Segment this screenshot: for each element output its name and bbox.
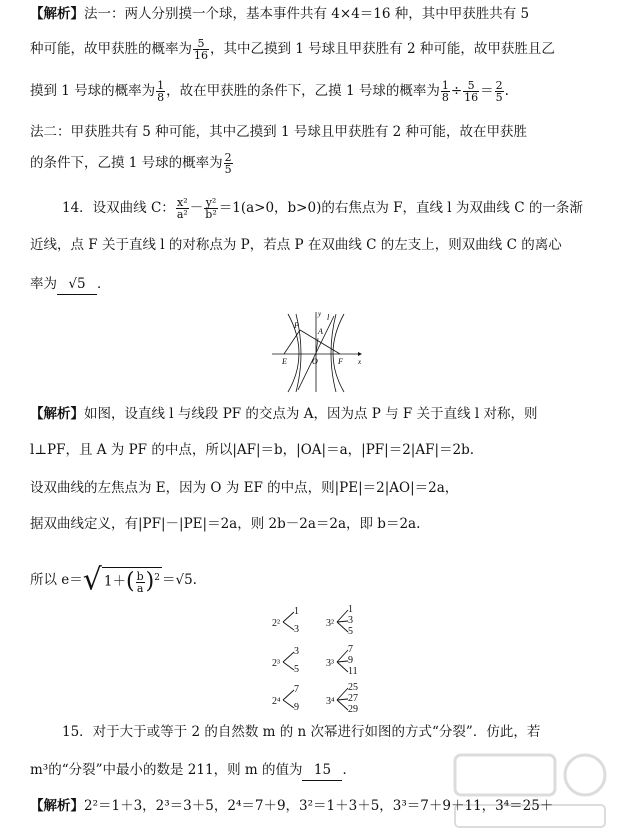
right-branch-inner bbox=[331, 314, 336, 392]
sol13-line5: 的条件下，乙摸 1 号球的概率为 $\frac{2}{5}$ bbox=[30, 151, 232, 176]
segment-PE bbox=[284, 330, 300, 354]
split-base: 2² bbox=[272, 618, 280, 629]
fraction: $\frac{b}{a}$ bbox=[136, 569, 144, 595]
fraction: $\frac{5}{16}$ bbox=[464, 79, 479, 104]
split-arrows bbox=[335, 644, 349, 680]
split-value: 25 bbox=[348, 682, 358, 693]
label-F: F bbox=[338, 357, 343, 366]
sol14-line4: 据双曲线定义，有|PF|－|PE|＝2a，则 2b－2a＝2a，即 b＝2a. bbox=[30, 516, 421, 532]
split-arrows bbox=[281, 644, 295, 680]
split-arrow bbox=[337, 700, 348, 710]
fraction: $\frac{\text{x²}}{\text{a²}}$ bbox=[176, 196, 188, 221]
sol14-line2: l⊥PF，且 A 为 PF 的中点，所以|AF|＝b，|OA|＝a，|PF|＝2|AF|＝2b. bbox=[30, 442, 475, 458]
sol13-line2: 种可能，故甲获胜的概率为 $\frac{5}{16}$ ，其中乙摸到 1 号球且甲获胜有 2 种可能，故甲获胜且乙 bbox=[30, 37, 555, 62]
split-arrow bbox=[283, 612, 294, 622]
split-arrow bbox=[337, 621, 348, 622]
q15-line1: 15．对于大于或等于 2 的自然数 m 的 n 次幂进行如图的方式“分裂”．仿此，若 bbox=[62, 724, 541, 740]
fraction: $\frac{5}{16}$ bbox=[194, 37, 208, 62]
watermark-logo bbox=[445, 745, 615, 835]
sol15-line1: 【解析】2²＝1＋3，2³＝3＋5，2⁴＝7＋9，3²＝1＋3＋5，3³＝7＋9＋11，3⁴＝25＋ bbox=[30, 798, 554, 814]
split-arrow bbox=[337, 662, 348, 672]
split-value: 1 bbox=[348, 604, 353, 615]
split-value: 29 bbox=[348, 704, 358, 715]
split-value: 7 bbox=[294, 684, 299, 695]
split-arrows bbox=[335, 682, 349, 718]
split-arrow bbox=[337, 610, 348, 622]
fraction: $\frac{1}{8}$ bbox=[157, 79, 165, 104]
split-value: 7 bbox=[348, 644, 353, 655]
q14-line2: 近线，点 F 关于直线 l 的对称点为 P，若点 P 在双曲线 C 的左支上，则双曲线 C 的离心 bbox=[30, 237, 562, 253]
fraction: $\frac{\text{y²}}{\text{b²}}$ bbox=[205, 196, 217, 221]
sol13-line1: 【解析】法一：两人分别摸一个球，基本事件共有 4×4＝16 种，其中甲获胜共有 5 bbox=[30, 6, 530, 22]
answer-blank: √5 bbox=[57, 274, 97, 295]
split-arrow bbox=[337, 661, 348, 662]
split-arrow bbox=[337, 699, 348, 700]
label-A: A bbox=[318, 327, 323, 336]
split-value: 1 bbox=[294, 606, 299, 617]
split-base: 3² bbox=[326, 618, 334, 629]
x-axis-arrow bbox=[358, 352, 362, 356]
split-value: 27 bbox=[348, 693, 358, 704]
split-arrow bbox=[283, 652, 294, 662]
split-arrows bbox=[281, 682, 295, 718]
hyperbola-figure bbox=[270, 306, 370, 394]
answer-blank: 15 bbox=[302, 760, 342, 781]
split-value: 3 bbox=[294, 646, 299, 657]
fraction: $\frac{2}{5}$ bbox=[495, 79, 503, 104]
split-arrow bbox=[283, 700, 294, 708]
split-arrow bbox=[337, 688, 348, 700]
sol14-line5: 所以 e＝√ 1＋( $\frac{b}{a}$ )$^2$ ＝√5. bbox=[30, 562, 197, 598]
fraction: $\frac{1}{8}$ bbox=[441, 79, 449, 104]
q14-line1: 14．设双曲线 C： $\frac{\text{x²}}{\text{a²}}$ － $\frac{\text{y²}}{\text{b²}}$ ＝1(a>0，b>0)的右焦点为 F，直线 l 为双曲线 C 的一条渐 bbox=[62, 196, 583, 221]
sol-label: 【解析】 bbox=[30, 406, 84, 422]
split-base: 2³ bbox=[272, 658, 280, 669]
split-arrow bbox=[337, 622, 348, 632]
split-value: 5 bbox=[294, 664, 299, 675]
split-arrow bbox=[283, 622, 294, 630]
sol14-line3: 设双曲线的左焦点为 E，因为 O 为 EF 的中点，则|PE|＝2|AO|＝2a， bbox=[30, 480, 459, 496]
sol-label: 【解析】 bbox=[30, 6, 84, 22]
sol-label: 【解析】 bbox=[30, 798, 84, 814]
split-value: 5 bbox=[348, 626, 353, 637]
split-arrow bbox=[283, 662, 294, 670]
label-x: x bbox=[358, 358, 362, 366]
q14-line3: 率为 √5 ． bbox=[30, 274, 610, 295]
split-arrows bbox=[281, 604, 295, 640]
split-value: 11 bbox=[348, 666, 358, 677]
split-arrow bbox=[283, 690, 294, 700]
split-value: 3 bbox=[294, 624, 299, 635]
split-arrow bbox=[337, 650, 348, 662]
sol14-line1: 【解析】如图，设直线 l 与线段 PF 的交点为 A，因为点 P 与 F 关于直线 l 对称，则 bbox=[30, 406, 538, 422]
fraction: $\frac{2}{5}$ bbox=[224, 151, 232, 176]
split-base: 3³ bbox=[326, 658, 334, 669]
q15-line2: m³的“分裂”中最小的数是 211，则 m 的值为 15 ． bbox=[30, 760, 610, 781]
split-base: 2⁴ bbox=[272, 696, 281, 707]
sqrt-symbol: √ bbox=[82, 562, 102, 598]
split-arrows bbox=[335, 604, 349, 640]
label-E: E bbox=[282, 357, 287, 366]
split-base: 3⁴ bbox=[326, 696, 335, 707]
sol13-line3: 摸到 1 号球的概率为 $\frac{1}{8}$ ，故在甲获胜的条件下，乙摸 1 号球的概率为 $\frac{1}{8}$ ÷ $\frac{5}{16}$ ＝ $\frac{2}{5}$ . bbox=[30, 79, 509, 104]
label-P: P bbox=[294, 321, 299, 330]
label-y: y bbox=[318, 310, 322, 318]
split-value: 3 bbox=[348, 615, 353, 626]
split-value: 9 bbox=[294, 702, 299, 713]
sol13-line4: 法二：甲获胜共有 5 种可能，其中乙摸到 1 号球且甲获胜有 2 种可能，故在甲获胜 bbox=[30, 124, 528, 140]
split-value: 9 bbox=[348, 655, 353, 666]
label-O: O bbox=[312, 357, 318, 366]
label-l: l bbox=[327, 313, 330, 322]
